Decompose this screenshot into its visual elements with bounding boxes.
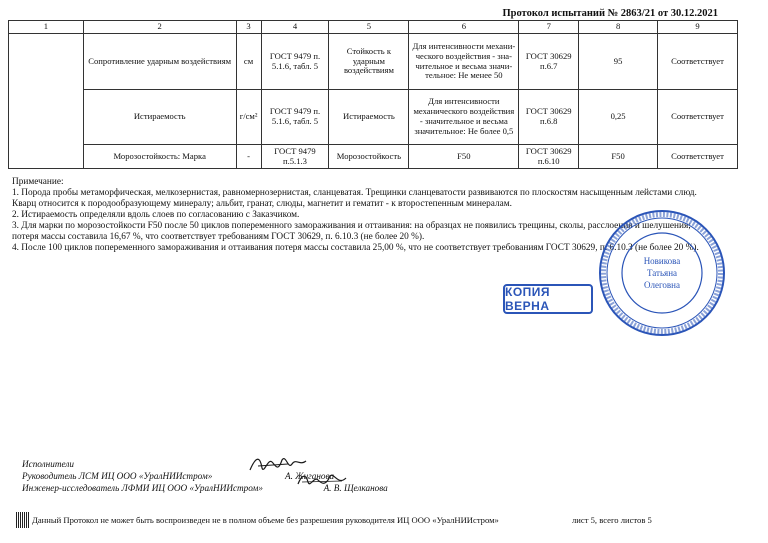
row-test-method: ГОСТ 30629 п.6.10 [519, 145, 579, 169]
executor-name: А. Жиганова [284, 470, 335, 481]
column-number: 1 [9, 21, 84, 34]
empty-cell [9, 34, 84, 169]
row-name: Истираемость [83, 90, 236, 145]
row-name: Сопротивление ударным воздействиям [83, 34, 236, 90]
seal-line: Новикова [643, 256, 681, 266]
row-requirement: Для интенсивности механи-ческого воздействия - зна-чительное и весьма значи-тельное: Не менее 50 [409, 34, 519, 90]
table-row [9, 34, 738, 90]
row-unit: - [236, 145, 261, 169]
note-item: 1. Порода пробы метаморфическая, мелкозернистая, равномернозернистая, сланцеватая. Трещинки сланцеватости развиваются по плоскостям насыщенным лейстами слюд. Кварц относится к породообразующему минералу; альбит, гранат, слюды, магнетит и гематит - к второстепенным минералам. [12, 187, 697, 209]
row-indicator: Морозостойкость [329, 145, 409, 169]
seal-line: Олеговна [643, 280, 681, 290]
row-conclusion: Соответствует [658, 145, 738, 169]
executors-label: Исполнители [22, 459, 74, 469]
row-name: Морозостойкость: Марка [83, 145, 236, 169]
row-requirement: F50 [409, 145, 519, 169]
executor-position: Руководитель ЛСМ ИЦ ООО «УралНИИстром» [22, 470, 213, 481]
column-number: 5 [329, 21, 409, 34]
results-table [8, 20, 738, 169]
row-method-ref: ГОСТ 9479 п. 5.1.6, табл. 5 [261, 34, 329, 90]
row-result: F50 [579, 145, 658, 169]
row-requirement: Для интенсивности механического воздействия - значительное и весьма значительное: Не более 0,5 [409, 90, 519, 145]
copy-verified-stamp: КОПИЯ ВЕРНА [503, 284, 593, 314]
row-indicator: Стойкость к ударным воздействиям [329, 34, 409, 90]
row-result: 0,25 [579, 90, 658, 145]
organization-seal [597, 208, 727, 338]
note-item: 2. Истираемость определяли вдоль слоев по согласованию с Заказчиком. [12, 209, 300, 220]
column-number: 6 [409, 21, 519, 34]
row-method-ref: ГОСТ 9479 п.5.1.3 [261, 145, 329, 169]
executor-name: А. В. Щелканова [323, 482, 388, 493]
footer-disclaimer: Данный Протокол не может быть воспроизведен не в полном объеме без разрешения руководителя ИЦ ООО «УралНИИстром» [32, 515, 499, 525]
column-number: 7 [519, 21, 579, 34]
row-indicator: Истираемость [329, 90, 409, 145]
column-number-row [9, 21, 738, 34]
page-indicator: лист 5, всего листов 5 [572, 515, 652, 525]
column-number: 2 [83, 21, 236, 34]
table-row [9, 145, 738, 169]
row-unit: г/см² [236, 90, 261, 145]
row-method-ref: ГОСТ 9479 п. 5.1.6, табл. 5 [261, 90, 329, 145]
signature-2 [296, 470, 350, 490]
note-item: 3. Для марки по морозостойкости F50 после 50 циклов попеременного замораживания и оттаивания: на образцах не появились трещины, сколы, расслоения и шелушения; потеря массы составила 16,67 %, что соответствует требованиям ГОСТ 30629, п. 6.10.3 (не более 20 %). [12, 220, 691, 242]
column-number: 4 [261, 21, 329, 34]
note-item: 4. После 100 циклов попеременного замораживания и оттаивания потеря массы составила 25,00 %, что не соответствует требованиям ГОСТ 30629, п. 6.10.3 (не более 20 %). [12, 242, 699, 253]
column-number: 3 [236, 21, 261, 34]
row-conclusion: Соответствует [658, 90, 738, 145]
column-number: 9 [658, 21, 738, 34]
seal-line: Татьяна [646, 268, 678, 278]
barcode-icon [16, 512, 29, 528]
column-number: 8 [579, 21, 658, 34]
row-result: 95 [579, 34, 658, 90]
table-row [9, 90, 738, 145]
executor-position: Инженер-исследователь ЛФМИ ИЦ ООО «УралНИИстром» [22, 482, 263, 493]
protocol-title: Протокол испытаний № 2863/21 от 30.12.2021 [502, 8, 718, 19]
row-test-method: ГОСТ 30629 п.6.7 [519, 34, 579, 90]
row-unit: см [236, 34, 261, 90]
row-conclusion: Соответствует [658, 34, 738, 90]
row-test-method: ГОСТ 30629 п.6.8 [519, 90, 579, 145]
notes-heading: Примечание: [12, 177, 64, 187]
